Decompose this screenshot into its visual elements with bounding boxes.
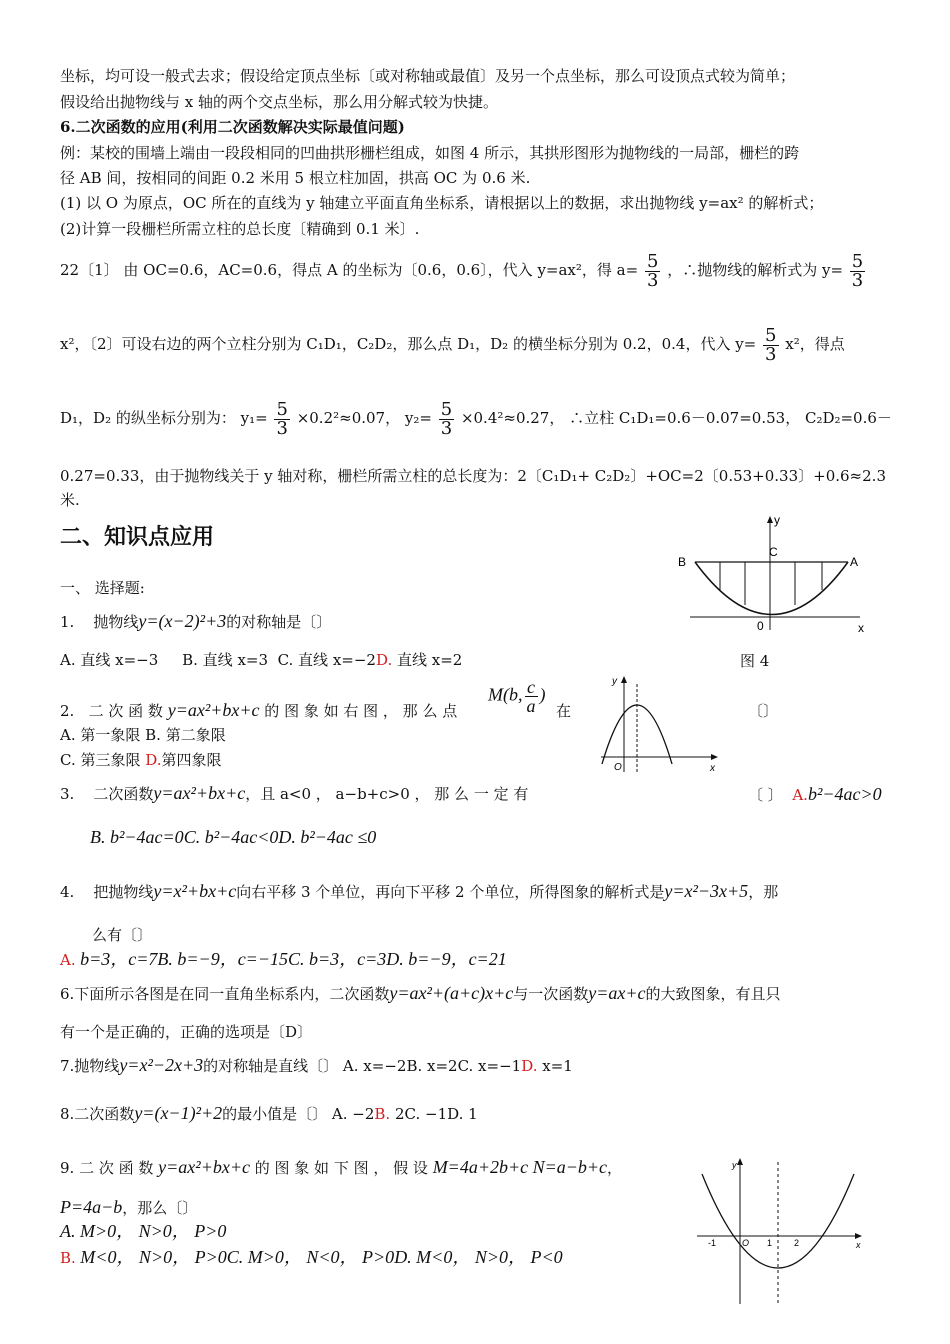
q4-option-b: B. b=−9，c=−15 [157,949,288,969]
solution-text-d: x²，得点 [785,335,845,353]
q9-option-b-letter: B. [60,1249,76,1267]
q6-text-pre: 6.下面所示各图是在同一直角坐标系内，二次函数 [60,985,390,1003]
fraction-numerator: 5 [765,324,777,346]
figure-4-diagram [670,512,880,642]
label-y: y [612,676,617,687]
label-y: y [732,1160,737,1170]
q3-formula: y=ax²+bx+c [153,783,246,803]
q2-point [488,678,546,715]
q9-option-c: C. M>0， N<0， P>0 [226,1247,395,1267]
fraction-denominator: 3 [646,269,659,291]
q9-p-formula: P=4a−b [60,1197,123,1217]
q7-text-post: 的对称轴是直线〔〕 [203,1057,339,1075]
q8-option-c: C. −1 [404,1105,448,1123]
label-c: C [769,545,778,559]
q9-text-mid: 的 图 象 如 下 图 ， 假 设 [254,1159,428,1177]
q7-option-b: B. x=2 [406,1057,458,1075]
q2-option-d: 第四象限 [161,751,222,769]
solution-line-4: 0.27=0.33，由于抛物线关于 y 轴对称，栅栏所需立柱的总长度为：2〔C₁D₁+ C₂D₂〕+OC=2〔0.53+0.33〕+0.6≈2.3 [60,467,886,485]
intro-line-2: 假设给出抛物线与 x 轴的两个交点坐标，那么用分解式较为快捷。 [60,93,498,111]
q2-bracket: 〔〕 [748,702,779,720]
fraction-denominator: 3 [851,269,864,291]
q7-option-d: x=1 [537,1057,573,1075]
tick-label-1: 1 [767,1238,773,1248]
question-9 [60,1154,622,1181]
fraction-numerator: 5 [276,398,288,420]
fraction-denominator: 3 [440,417,453,439]
q9-text-pre: 9. 二 次 函 数 [60,1159,154,1177]
q3-option-c: C. b²−4ac<0 [183,827,279,847]
solution-line-2 [60,322,845,366]
q2-text-post: 在 [556,702,572,720]
q8-option-b: 2 [390,1105,405,1123]
q8-formula: y=(x−1)²+2 [134,1103,223,1123]
q4-text-pre: 把抛物线 [93,883,154,901]
q2-text-mid: 的 图 象 如 右 图 ， 那 么 点 [264,702,458,720]
q4-option-a: b=3，c=7 [75,949,158,969]
q2-point-fraction [525,678,538,715]
choice-subheading: 一、 选择题: [60,579,145,597]
q6-formula: y=ax²+(a+c)x+c [389,983,514,1003]
q9-option-a [60,1220,226,1243]
q6-text-post: 的大致图象，有且只 [645,985,781,1003]
example-question-1: (1) 以 O 为原点，OC 所在的直线为 y 轴建立平面直角坐标系，请根据以上的数据，求出抛物线 y=ax² 的解析式； [60,194,824,212]
q4-text-mid: 向右平移 3 个单位，再向下平移 2 个单位，所得图象的解析式是 [236,883,665,901]
q1-option-d: 直线 x=2 [392,651,463,669]
solution-line-5: 米. [60,491,80,509]
y-arrow [621,676,627,683]
q3-condition: ，且 a<0 ， a−b+c>0 ， 那 么 一 定 有 [245,785,529,803]
arch-curve [695,562,848,615]
solution-line-3 [60,396,892,440]
tick-label-minus-1: -1 [708,1238,717,1248]
q1-option-d-letter: D. [375,651,393,669]
question-6 [60,980,781,1007]
fraction-b [850,250,865,291]
fraction-numerator: 5 [851,250,864,272]
q4-option-c: C. b=3，c=3 [287,949,387,969]
label-x: x [710,763,715,774]
q3-bracket: 〔 〕 [748,786,783,804]
fraction-denominator: 3 [276,417,288,439]
fraction-e [439,398,454,439]
q4-line-2: 么有〔〕 [92,926,153,944]
q4-options [60,948,507,971]
q3-option-a-letter: A. [792,786,808,804]
fraction-denominator: a [526,696,536,716]
intro-line-1: 坐标，均可设一般式去求；假设给定顶点坐标〔或对称轴或最值〕及另一个点坐标，那么可设顶点式较为简单； [60,67,796,85]
q1-option-a: A. 直线 x=−3 [60,651,159,669]
q9-options-bcd [60,1246,563,1269]
q3-text-pre: 二次函数 [93,785,154,803]
fraction-a [645,250,660,291]
label-x: x [856,1240,861,1250]
question-2 [60,692,457,729]
q3-options-bcd [90,824,376,851]
q1-options [60,650,462,670]
label-o: O [742,1238,750,1248]
q2-point-post: ) [539,684,546,705]
q1-option-c: C. 直线 x=−2 [277,651,376,669]
q9-option-b: M<0， N>0， P>0 [75,1247,227,1267]
q9-option-d: D. M<0， N>0， P<0 [394,1247,563,1267]
fraction-numerator: c [525,678,538,697]
y-arrow [767,516,773,523]
q2-option-ab: A. 第一象限 B. 第二象限 [60,726,226,744]
question-4 [60,878,778,905]
q6-formula-2: y=ax+c [588,983,646,1003]
label-x: x [858,621,864,635]
q4-option-d: D. b=−9，c=21 [386,949,507,969]
q8-option-b-letter: B. [374,1105,391,1123]
q7-option-d-letter: D. [521,1057,538,1075]
label-o: O [614,762,622,773]
q2-formula: y=ax²+bx+c [167,700,260,720]
fraction-numerator: 5 [646,250,659,272]
q1-formula: y=(x−2)²+3 [138,611,227,631]
q2-option-c: C. 第三象限 [60,751,141,769]
q3-option-b: B. b²−4ac=0 [90,827,184,847]
q3-option-a: b²−4ac>0 [807,784,882,804]
q2-option-cd [60,750,222,770]
fraction-denominator: 3 [765,343,777,365]
q4-formula-2: y=x²−3x+5 [664,881,749,901]
q9-formula: y=ax²+bx+c [158,1157,250,1177]
solution-text-c: x²，〔2〕可设右边的两个立柱分别为 C₁D₁，C₂D₂，那么点 D₁，D₂ 的横坐标分别为 0.2，0.4，代入 y= [60,335,757,353]
q9-formula-2: M=4a+2b+c N=a−b+c [432,1157,608,1177]
solution-text-a: 22〔1〕 由 OC=0.6，AC=0.6，得点 A 的坐标为〔0.6，0.6〕，代入 y=ax²，得 a= [60,261,639,279]
x-arrow [711,754,718,760]
tick-label-2: 2 [794,1238,800,1248]
q7-text-pre: 7.抛物线 [60,1057,120,1075]
q2-text-pre: 二 次 函 数 [88,702,163,720]
q7-formula: y=x²−2x+3 [119,1055,204,1075]
q8-option-d: D. 1 [447,1105,478,1123]
q7-option-a: A. x=−2 [342,1057,407,1075]
solution-text-g: ×0.4²≈0.27， ∴立柱 C₁D₁=0.6－0.07=0.53， C₂D₂=0.6－ [460,409,892,427]
q4-number: 4. [60,883,75,901]
example-line-2: 径 AB 间，按相同的间距 0.2 米用 5 根立柱加固，拱高 OC 为 0.6 米. [60,169,531,187]
q1-option-b: B. 直线 x=3 [182,651,269,669]
question-8 [60,1100,478,1127]
q4-option-a-letter: A. [60,951,76,969]
q2-option-d-letter: D. [145,751,162,769]
q7-option-c: C. x=−1 [457,1057,522,1075]
solution-line-1 [60,248,867,292]
question-7 [60,1052,573,1079]
y-arrow [737,1158,743,1165]
q9-parabola-graph [692,1152,872,1307]
solution-text-f: ×0.2²≈0.07， y₂= [296,409,432,427]
q2-number: 2. [60,702,75,720]
fraction-numerator: 5 [440,398,453,420]
q2-point-pre: M(b, [488,684,523,705]
figure-4-caption: 图 4 [740,652,770,670]
q6-text-mid: 与一次函数 [513,985,589,1003]
q9-line-2 [60,1196,197,1219]
q8-option-a: A. −2 [331,1105,375,1123]
q1-text-pre: 抛物线 [93,613,139,631]
part-2-heading: 二、知识点应用 [60,525,215,550]
fraction-c [763,324,778,365]
q3-option-d: D. b²−4ac ≤0 [278,827,377,847]
example-question-2: (2)计算一段栅栏所需立柱的总长度〔精确到 0.1 米〕. [60,220,420,238]
x-arrow [855,1233,862,1239]
example-line-1: 例：某校的围墙上端由一段段相同的凹曲拱形栅栏组成，如图 4 所示，其拱形图形为抛物线的一局部，栅栏的跨 [60,144,800,162]
label-a: A [850,555,859,569]
q8-text-post: 的最小值是〔〕 [222,1105,328,1123]
q9-line-2-post: ，那么〔〕 [122,1199,198,1217]
solution-text-e: D₁，D₂ 的纵坐标分别为： y₁= [60,409,268,427]
q3-number: 3. [60,785,75,803]
q9-text-post: ， [607,1159,623,1177]
q9-option-a-text: A. M>0， N>0， P>0 [60,1221,227,1241]
label-y: y [774,513,780,527]
fraction-d [274,398,289,439]
q6-line-2: 有一个是正确的，正确的选项是〔D〕 [60,1023,313,1041]
section-6-title: 6.二次函数的应用(利用二次函数解决实际最值问题) [60,118,405,136]
q3-answer-a [748,784,882,805]
q2-parabola-graph [596,672,726,777]
q1-number: 1. [60,613,75,631]
question-1 [60,608,331,635]
q1-text-post: 的对称轴是〔〕 [226,613,332,631]
label-b: B [678,555,687,569]
q8-text-pre: 8.二次函数 [60,1105,135,1123]
label-o: 0 [757,619,764,633]
solution-text-b: ，∴抛物线的解析式为 y= [667,261,844,279]
q4-formula: y=x²+bx+c [153,881,237,901]
q4-text-post: ，那 [748,883,779,901]
question-3 [60,780,528,807]
